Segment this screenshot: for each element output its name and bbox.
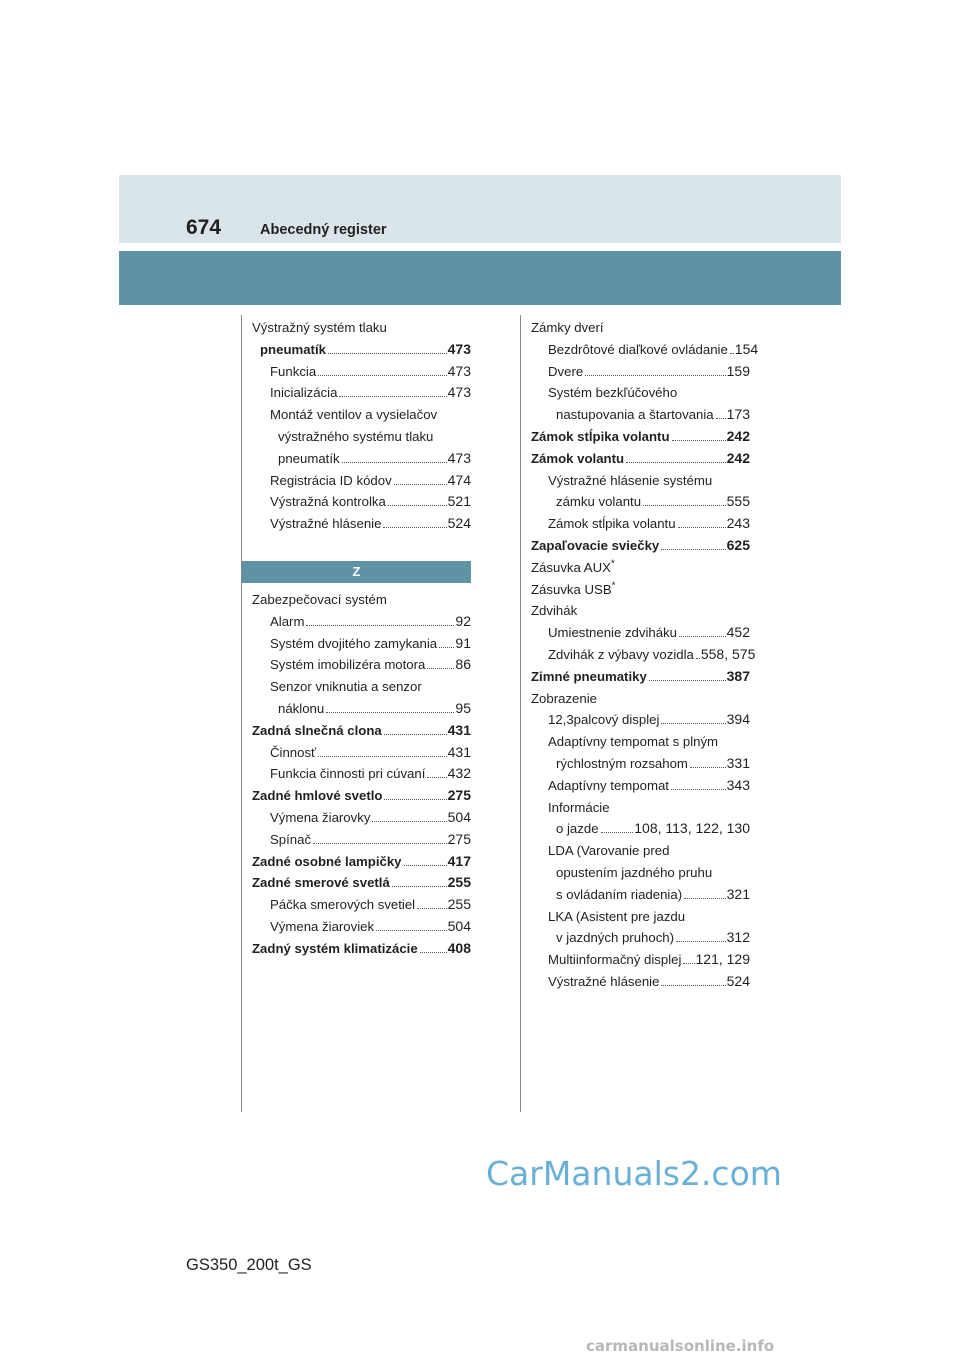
index-entry bbox=[531, 906, 750, 928]
dot-leader bbox=[439, 647, 454, 648]
entry-page-number: 121, 129 bbox=[695, 951, 750, 968]
entry-term: Výmena žiarovky bbox=[270, 809, 371, 825]
index-entry bbox=[252, 654, 471, 676]
entry-term: Výstražné hlásenie bbox=[270, 516, 382, 532]
index-entry bbox=[531, 971, 750, 993]
entry-page-number: 504 bbox=[447, 917, 471, 934]
entry-term: výstražného systému tlaku bbox=[278, 428, 434, 444]
dot-leader bbox=[626, 462, 726, 463]
index-entry bbox=[531, 513, 750, 535]
header-band bbox=[119, 175, 841, 243]
dot-leader bbox=[661, 549, 725, 550]
index-entry bbox=[531, 317, 750, 339]
entry-page-number: 91 bbox=[455, 634, 471, 651]
dot-leader bbox=[690, 767, 726, 768]
index-entry bbox=[252, 807, 471, 829]
entry-page-number: 473 bbox=[447, 340, 471, 357]
entry-page-number: 394 bbox=[726, 711, 750, 728]
entry-term: s ovládaním riadenia) bbox=[556, 886, 683, 902]
dot-leader bbox=[339, 396, 446, 397]
dot-leader bbox=[730, 353, 734, 354]
entry-term: LKA (Asistent pre jazdu bbox=[548, 908, 686, 924]
watermark-url: carmanualsonline.info bbox=[586, 1337, 775, 1355]
dot-leader bbox=[388, 505, 447, 506]
entry-term: pneumatík bbox=[260, 341, 326, 357]
index-entry bbox=[252, 763, 471, 785]
index-entry bbox=[531, 818, 750, 840]
dot-leader bbox=[342, 462, 447, 463]
index-entry bbox=[531, 557, 750, 579]
entry-term: Zapaľovacie sviečky bbox=[531, 537, 660, 553]
entry-term: Systém dvojitého zamykania bbox=[270, 635, 438, 651]
entry-term: pneumatík bbox=[278, 450, 340, 466]
page-number: 674 bbox=[186, 216, 222, 239]
index-entry bbox=[252, 491, 471, 513]
dot-leader bbox=[417, 908, 447, 909]
index-entry bbox=[252, 470, 471, 492]
dot-leader bbox=[306, 625, 454, 626]
index-entry bbox=[531, 535, 750, 557]
entry-page-number: 524 bbox=[447, 515, 471, 532]
dot-leader bbox=[376, 930, 447, 931]
entry-page-number: 524 bbox=[726, 972, 750, 989]
entry-footnote-star: * bbox=[610, 558, 615, 570]
dot-leader bbox=[601, 832, 634, 833]
index-entry bbox=[531, 579, 750, 601]
dot-leader bbox=[649, 680, 726, 681]
entry-term: Zásuvka USB* bbox=[531, 580, 616, 597]
index-entry bbox=[531, 382, 750, 404]
entry-term: Inicializácia bbox=[270, 385, 338, 401]
entry-term: Registrácia ID kódov bbox=[270, 472, 392, 488]
entry-term: Zabezpečovací systém bbox=[252, 591, 387, 607]
entry-term: Systém imobilizéra motora bbox=[270, 657, 426, 673]
entry-page-number: 431 bbox=[447, 743, 471, 760]
index-entry bbox=[531, 927, 750, 949]
index-entry bbox=[252, 742, 471, 764]
watermark-logo: CarManuals2.com bbox=[486, 1154, 782, 1193]
index-entry bbox=[531, 600, 750, 622]
index-entry bbox=[531, 361, 750, 383]
entry-term: Funkcia bbox=[270, 363, 317, 379]
entry-page-number: 312 bbox=[726, 929, 750, 946]
index-entry bbox=[252, 829, 471, 851]
index-entry bbox=[531, 404, 750, 426]
index-entry bbox=[531, 622, 750, 644]
entry-term: Alarm bbox=[270, 613, 305, 629]
entry-page-number: 558, 575 bbox=[700, 645, 756, 662]
index-entry bbox=[531, 753, 750, 775]
right-column-rule bbox=[520, 315, 521, 1112]
dot-leader bbox=[716, 418, 726, 419]
entry-page-number: 275 bbox=[447, 830, 471, 847]
index-entry bbox=[531, 949, 750, 971]
index-entry bbox=[531, 426, 750, 448]
index-entry bbox=[252, 448, 471, 470]
entry-term: Zadné hmlové svetlo bbox=[252, 788, 383, 804]
entry-term: Výmena žiaroviek bbox=[270, 918, 375, 934]
dot-leader bbox=[661, 723, 725, 724]
dot-leader bbox=[427, 777, 446, 778]
dot-leader bbox=[420, 952, 447, 953]
index-entry bbox=[531, 688, 750, 710]
index-entry bbox=[531, 797, 750, 819]
entry-page-number: 432 bbox=[447, 765, 471, 782]
entry-page-number: 474 bbox=[447, 471, 471, 488]
index-group-left-bottom bbox=[252, 589, 471, 960]
entry-page-number: 242 bbox=[726, 427, 750, 444]
entry-page-number: 473 bbox=[447, 384, 471, 401]
entry-page-number: 408 bbox=[447, 939, 471, 956]
index-entry bbox=[531, 491, 750, 513]
dot-leader bbox=[676, 941, 726, 942]
entry-term: Zámok stĺpika volantu bbox=[531, 428, 670, 444]
entry-page-number: 417 bbox=[447, 852, 471, 869]
entry-term: Zadné smerové svetlá bbox=[252, 875, 390, 891]
entry-term: Bezdrôtové diaľkové ovládanie bbox=[548, 341, 728, 357]
entry-term: Informácie bbox=[548, 799, 610, 815]
index-group-right bbox=[531, 317, 759, 993]
entry-term: Zadný systém klimatizácie bbox=[252, 940, 418, 956]
index-entry bbox=[531, 840, 750, 862]
index-entry bbox=[252, 317, 471, 339]
dot-leader bbox=[318, 756, 447, 757]
entry-page-number: 95 bbox=[455, 699, 471, 716]
index-entry bbox=[252, 361, 471, 383]
dot-leader bbox=[661, 985, 725, 986]
entry-term: Zobrazenie bbox=[531, 690, 597, 706]
section-title: Abecedný register bbox=[260, 222, 387, 238]
index-entry bbox=[252, 698, 471, 720]
entry-term: Systém bezkľúčového bbox=[548, 385, 678, 401]
index-entry bbox=[531, 666, 750, 688]
entry-term: Zámok stĺpika volantu bbox=[548, 516, 676, 532]
index-entry bbox=[252, 633, 471, 655]
entry-term: Výstražná kontrolka bbox=[270, 494, 386, 510]
entry-page-number: 255 bbox=[447, 896, 471, 913]
left-column-rule bbox=[241, 315, 242, 1112]
entry-term: Výstražné hlásenie systému bbox=[548, 472, 713, 488]
dot-leader bbox=[394, 484, 447, 485]
dot-leader bbox=[643, 505, 726, 506]
entry-term: Zadná slnečná clona bbox=[252, 722, 382, 738]
entry-term: Zdvihák z výbavy vozidla bbox=[548, 646, 694, 662]
entry-page-number: 154 bbox=[734, 340, 759, 357]
entry-page-number: 243 bbox=[726, 515, 750, 532]
dot-leader bbox=[318, 375, 446, 376]
index-entry bbox=[531, 884, 750, 906]
index-entry bbox=[252, 785, 471, 807]
entry-page-number: 387 bbox=[726, 667, 750, 684]
letter-heading-z: Z bbox=[242, 561, 471, 583]
entry-term: Senzor vniknutia a senzor bbox=[270, 679, 422, 695]
entry-term: Umiestnenie zdviháku bbox=[548, 625, 678, 641]
dot-leader bbox=[672, 440, 726, 441]
entry-term: Zámok volantu bbox=[531, 450, 625, 466]
index-entry bbox=[252, 513, 471, 535]
index-entry bbox=[252, 589, 471, 611]
entry-footnote-star: * bbox=[611, 580, 616, 592]
entry-page-number: 431 bbox=[447, 721, 471, 738]
entry-term: nastupovania a štartovania bbox=[556, 407, 714, 423]
entry-term: opustením jazdného pruhu bbox=[556, 864, 713, 880]
index-entry bbox=[252, 894, 471, 916]
entry-page-number: 92 bbox=[455, 612, 471, 629]
index-entry bbox=[252, 851, 471, 873]
dot-leader bbox=[679, 636, 726, 637]
entry-page-number: 242 bbox=[726, 449, 750, 466]
entry-term: Funkcia činnosti pri cúvaní bbox=[270, 766, 426, 782]
index-entry bbox=[531, 731, 750, 753]
index-entry bbox=[531, 862, 750, 884]
entry-term: Spínač bbox=[270, 831, 312, 847]
dot-leader bbox=[678, 527, 726, 528]
entry-term: Zdvihák bbox=[531, 603, 578, 619]
entry-page-number: 321 bbox=[726, 885, 750, 902]
entry-page-number: 452 bbox=[726, 624, 750, 641]
dot-leader bbox=[392, 886, 447, 887]
entry-page-number: 521 bbox=[447, 493, 471, 510]
entry-term: Adaptívny tempomat s plným bbox=[548, 734, 719, 750]
dot-leader bbox=[384, 799, 446, 800]
dot-leader bbox=[372, 821, 446, 822]
entry-page-number: 255 bbox=[447, 874, 471, 891]
entry-page-number: 473 bbox=[447, 362, 471, 379]
entry-term: Zásuvka AUX* bbox=[531, 558, 615, 575]
index-entry bbox=[531, 470, 750, 492]
index-entry bbox=[531, 339, 759, 361]
entry-term: Multiinformačný displej bbox=[548, 952, 682, 968]
index-entry bbox=[252, 382, 471, 404]
entry-term: Výstražný systém tlaku bbox=[252, 320, 387, 335]
entry-term: v jazdných pruhoch) bbox=[556, 930, 675, 946]
index-entry bbox=[531, 775, 750, 797]
dot-leader bbox=[328, 353, 447, 354]
index-column-left bbox=[252, 317, 471, 960]
entry-page-number: 555 bbox=[726, 493, 750, 510]
dot-leader bbox=[671, 789, 726, 790]
entry-term: 12,3palcový displej bbox=[548, 712, 660, 728]
index-column-right bbox=[531, 317, 759, 993]
dot-leader bbox=[585, 375, 725, 376]
entry-page-number: 331 bbox=[726, 754, 750, 771]
entry-term: náklonu bbox=[278, 700, 325, 716]
index-entry bbox=[531, 448, 750, 470]
index-entry bbox=[252, 720, 471, 742]
model-code: GS350_200t_GS bbox=[186, 1256, 312, 1274]
entry-page-number: 86 bbox=[455, 656, 471, 673]
dot-leader bbox=[313, 843, 447, 844]
entry-term: Činnosť bbox=[270, 744, 316, 760]
index-entry bbox=[252, 938, 471, 960]
entry-term: Výstražné hlásenie bbox=[548, 973, 660, 989]
dot-leader bbox=[683, 963, 694, 964]
dot-leader bbox=[684, 898, 726, 899]
entry-page-number: 108, 113, 122, 130 bbox=[634, 820, 750, 837]
header-bar bbox=[119, 251, 841, 305]
entry-term: Zimné pneumatiky bbox=[531, 668, 647, 684]
index-entry bbox=[252, 916, 471, 938]
entry-term: LDA (Varovanie pred bbox=[548, 843, 670, 859]
dot-leader bbox=[384, 734, 447, 735]
entry-page-number: 343 bbox=[726, 776, 750, 793]
entry-term: Zadné osobné lampičky bbox=[252, 853, 402, 869]
entry-term: Páčka smerových svetiel bbox=[270, 897, 416, 913]
entry-term: Dvere bbox=[548, 363, 584, 379]
entry-page-number: 625 bbox=[726, 536, 750, 553]
index-entry bbox=[252, 426, 471, 448]
dot-leader bbox=[427, 668, 454, 669]
index-group-left-top bbox=[252, 317, 471, 535]
index-entry bbox=[252, 676, 471, 698]
dot-leader bbox=[383, 527, 446, 528]
entry-term: Adaptívny tempomat bbox=[548, 777, 669, 793]
entry-term: rýchlostným rozsahom bbox=[556, 755, 688, 771]
index-entry bbox=[531, 709, 750, 731]
entry-page-number: 504 bbox=[447, 808, 471, 825]
entry-page-number: 173 bbox=[726, 406, 750, 423]
entry-page-number: 473 bbox=[447, 449, 471, 466]
entry-term: Zámky dverí bbox=[531, 320, 604, 335]
entry-page-number: 275 bbox=[447, 787, 471, 804]
dot-leader bbox=[326, 712, 454, 713]
entry-term: Montáž ventilov a vysielačov bbox=[270, 407, 438, 423]
entry-term: o jazde bbox=[556, 821, 599, 837]
index-entry bbox=[252, 611, 471, 633]
index-entry bbox=[531, 644, 756, 666]
index-entry bbox=[252, 872, 471, 894]
dot-leader bbox=[404, 865, 447, 866]
entry-page-number: 159 bbox=[726, 362, 750, 379]
entry-term: zámku volantu bbox=[556, 494, 642, 510]
index-entry bbox=[252, 404, 471, 426]
index-entry bbox=[252, 339, 471, 361]
dot-leader bbox=[696, 658, 700, 659]
